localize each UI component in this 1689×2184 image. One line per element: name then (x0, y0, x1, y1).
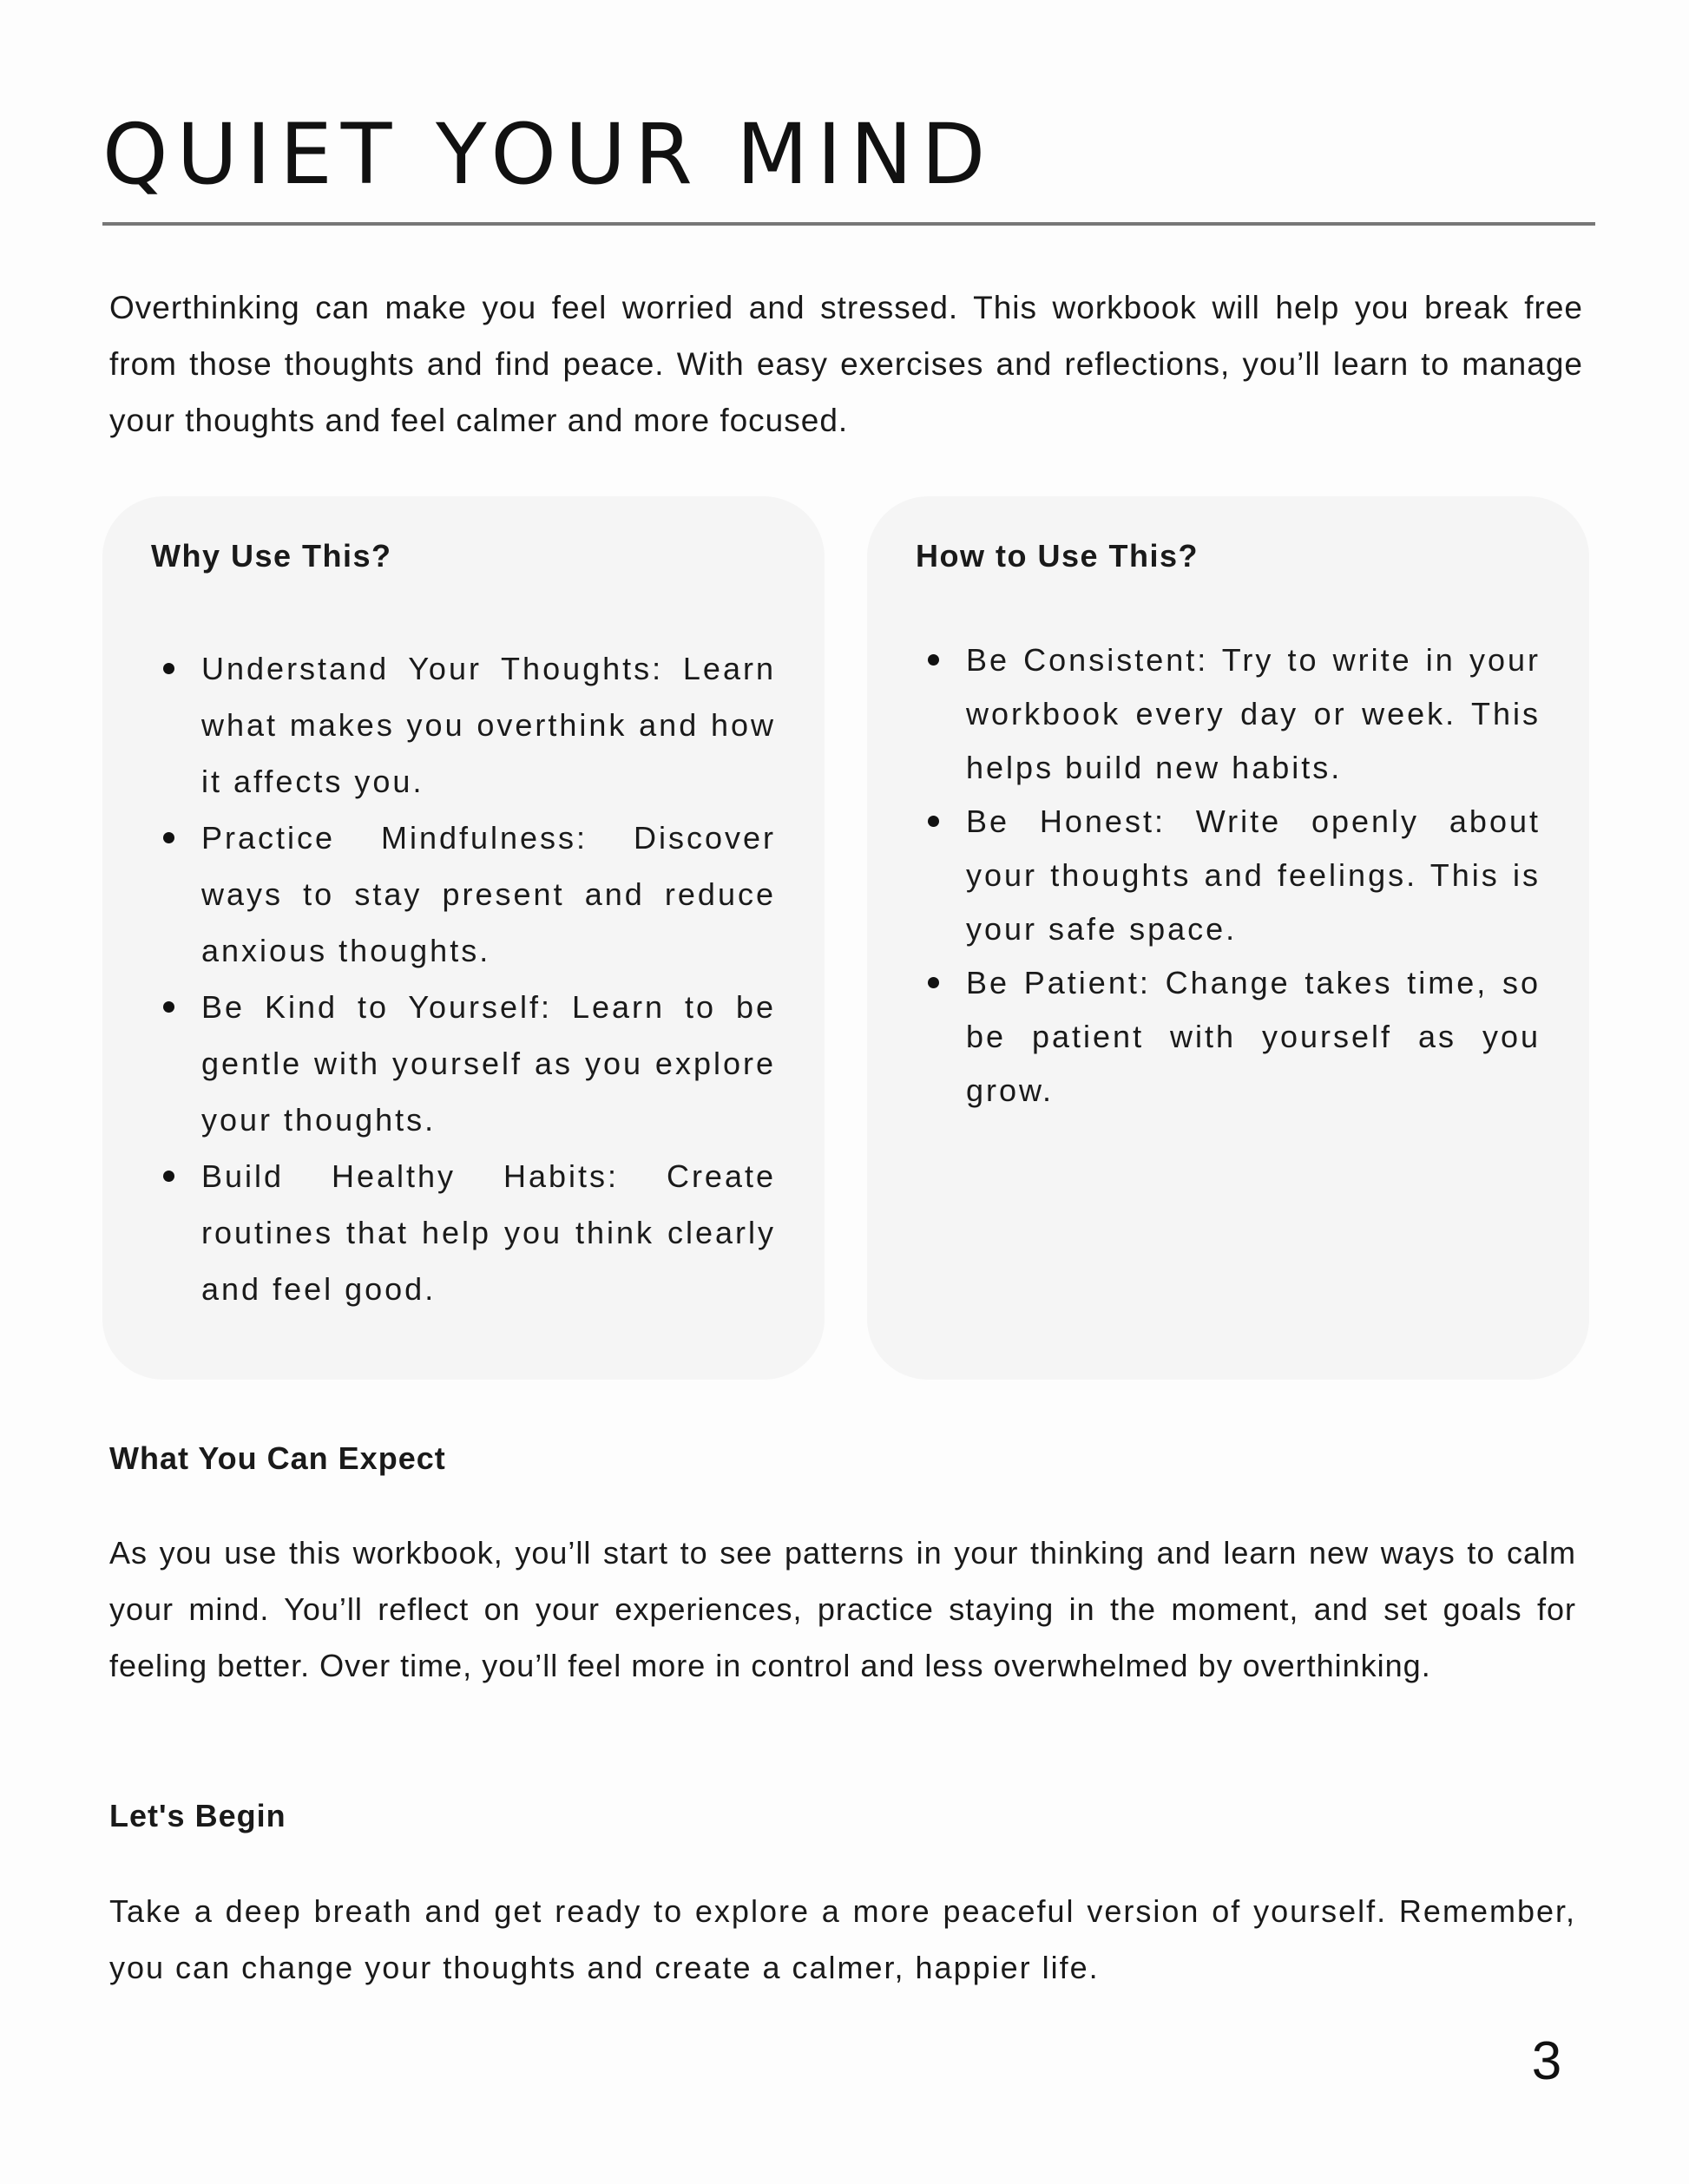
bullet-icon (163, 1171, 174, 1182)
begin-heading: Let's Begin (109, 1798, 286, 1833)
how-to-use-card (867, 496, 1589, 1380)
list-item (151, 810, 776, 979)
bullet-icon (163, 832, 174, 843)
title-divider (102, 222, 1595, 226)
list-item-text: Be Kind to Yourself: Learn to be gentle with yourself as you explore your thoughts. (201, 989, 776, 1138)
list-item (916, 795, 1541, 956)
bullet-icon (163, 1001, 174, 1013)
bullet-icon (928, 654, 939, 666)
why-use-list (151, 640, 776, 1317)
list-item (916, 633, 1541, 795)
page-number: 3 (1531, 2031, 1562, 2091)
bullet-icon (163, 663, 174, 674)
list-item (151, 1148, 776, 1317)
list-item-text: Practice Mindfulness: Discover ways to stay present and reduce anxious thoughts. (201, 820, 776, 968)
list-item-text: Build Healthy Habits: Create routines that help you think clearly and feel good. (201, 1158, 776, 1307)
why-use-heading: Why Use This? (151, 538, 392, 574)
how-to-use-heading: How to Use This? (916, 538, 1199, 574)
page-title: QUIET YOUR MIND (102, 106, 995, 203)
list-item-text: Be Patient: Change takes time, so be patient with yourself as you grow. (966, 965, 1541, 1108)
list-item-text: Be Consistent: Try to write in your workbook every day or week. This helps build new habits. (966, 642, 1541, 785)
how-to-use-list (916, 633, 1541, 1118)
intro-paragraph: Overthinking can make you feel worried and stressed. This workbook will help you break free from those thoughts and find peace. With easy exercises and reflections, you’ll learn to manage your thoughts and feel calmer and more focused. (109, 290, 1583, 438)
expect-heading: What You Can Expect (109, 1440, 446, 1476)
list-item (151, 640, 776, 810)
list-item (151, 979, 776, 1148)
list-item-text: Be Honest: Write openly about your thoughts and feelings. This is your safe space. (966, 803, 1541, 947)
expect-paragraph: As you use this workbook, you’ll start to see patterns in your thinking and learn new ways to calm your mind. You’ll reflect on your experiences, practice staying in the moment, and set goals for feeling better. Over time, you’ll feel more in control and less overwhelmed by overthinking. (109, 1535, 1576, 1683)
bullet-icon (928, 816, 939, 827)
why-use-card (102, 496, 825, 1380)
list-item (916, 956, 1541, 1118)
list-item-text: Understand Your Thoughts: Learn what makes you overthink and how it affects you. (201, 651, 776, 799)
bullet-icon (928, 977, 939, 988)
begin-paragraph: Take a deep breath and get ready to explore a more peaceful version of yourself. Remember, you can change your thoughts and create a calmer, happier life. (109, 1893, 1576, 1985)
